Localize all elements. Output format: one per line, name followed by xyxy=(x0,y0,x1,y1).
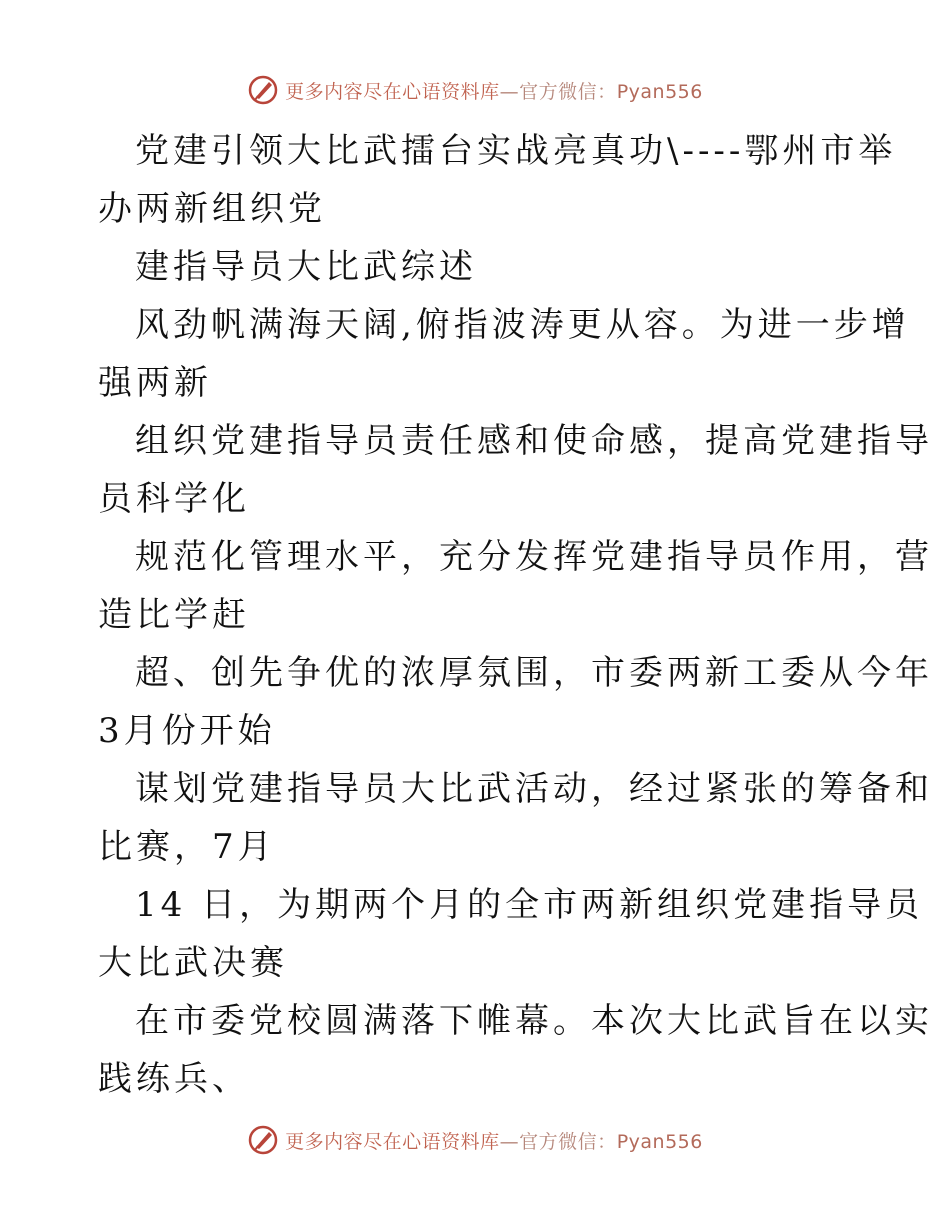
text-line: 建指导员大比武综述 xyxy=(135,247,477,287)
footer-watermark xyxy=(0,1120,950,1160)
quill-logo-icon xyxy=(247,74,279,106)
text-line: 3月份开始 xyxy=(98,711,276,751)
text-line: 风劲帆满海天阔,俯指波涛更从容。为进一步增 xyxy=(135,305,910,345)
text-line: 谋划党建指导员大比武活动，经过紧张的筹备和 xyxy=(135,769,933,809)
text-line: 超、创先争优的浓厚氛围，市委两新工委从今年 xyxy=(135,653,933,693)
text-line: 组织党建指导员责任感和使命感，提高党建指导 xyxy=(135,421,933,461)
text-line: 党建引领大比武擂台实战亮真功\----鄂州市举 xyxy=(135,131,897,171)
watermark-text: 更多内容尽在心语资料库—官方微信：Pyan556 xyxy=(285,1130,703,1153)
text-line: 造比学赶 xyxy=(98,595,250,635)
text-line: 强两新 xyxy=(98,363,212,403)
text-line: 规范化管理水平，充分发挥党建指导员作用，营 xyxy=(135,537,933,577)
text-line: 比赛，7月 xyxy=(98,827,276,867)
text-line: 14 日，为期两个月的全市两新组织党建指导员 xyxy=(135,885,924,925)
text-line: 办两新组织党 xyxy=(98,189,326,229)
quill-logo-icon xyxy=(247,1124,279,1156)
text-line: 大比武决赛 xyxy=(98,943,288,983)
text-line: 践练兵、 xyxy=(98,1059,250,1099)
text-line: 员科学化 xyxy=(98,479,250,519)
document-body xyxy=(98,122,933,1108)
header-watermark xyxy=(0,70,950,110)
text-line: 在市委党校圆满落下帷幕。本次大比武旨在以实 xyxy=(135,1001,933,1041)
watermark-text: 更多内容尽在心语资料库—官方微信：Pyan556 xyxy=(285,80,703,103)
